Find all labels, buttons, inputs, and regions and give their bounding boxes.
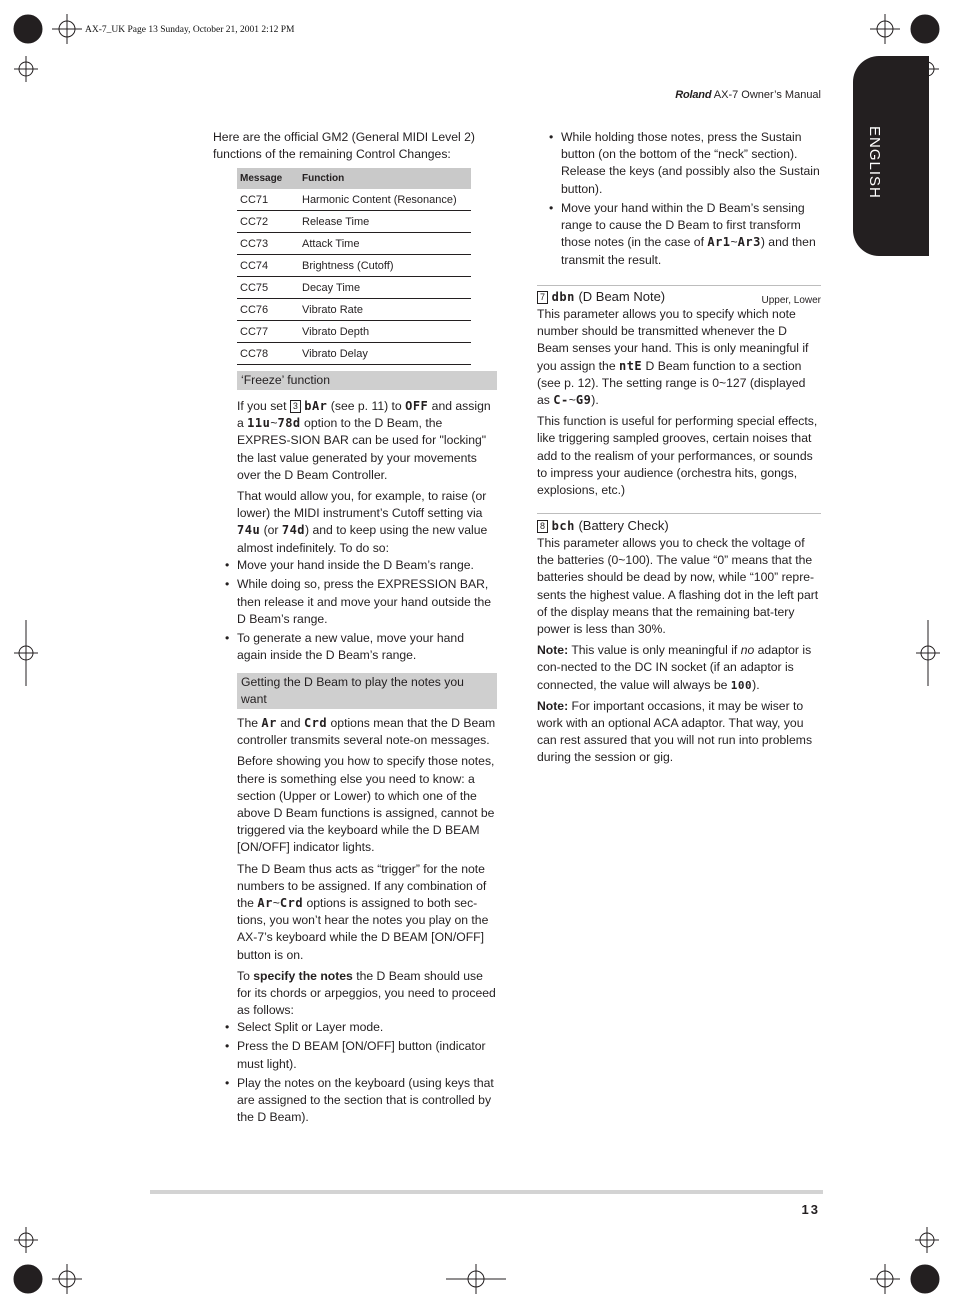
lcd-text: Crd (303, 716, 328, 730)
step-number-box: 7 (537, 291, 548, 304)
text-run: (see p. 11) to (327, 399, 406, 413)
text-run: If you set (237, 399, 290, 413)
bch-section (537, 517, 821, 771)
text-run: ). (752, 677, 760, 692)
table-row (237, 211, 471, 233)
list-item: • Move your hand inside the D Beam’s range. (225, 557, 497, 574)
table-header-cell: Message (237, 168, 299, 189)
table-cell: CC72 (237, 211, 299, 233)
text-run: ) and to keep using the new value almost indefinitely. To do so: (237, 523, 488, 555)
lcd-text: Ar3 (737, 235, 761, 250)
dbeam-paragraph-3 (237, 861, 497, 964)
dbeam-section (237, 673, 497, 1023)
table-cell: Vibrato Rate (299, 299, 471, 321)
text-run: This parameter allows you to specify which note number should be transmitted whenever the D Beam senses your hand. This is only meaningful if you assign the (537, 307, 809, 373)
dbn-paragraph-1 (537, 306, 821, 409)
table-cell: CC76 (237, 299, 299, 321)
table-cell: CC73 (237, 233, 299, 255)
table-cell: Brightness (Cutoff) (299, 255, 471, 277)
language-tab (853, 56, 929, 256)
right-bullet-list (549, 129, 821, 269)
lcd-text: dbn (551, 290, 575, 304)
text-run: To (237, 968, 254, 983)
dbeam-steps (225, 1019, 497, 1129)
table-row (237, 233, 471, 255)
table-header-row (237, 168, 471, 189)
dbn-heading (537, 288, 821, 306)
text-run: Move your hand within the D Beam’s sensing range to cause the D Beam to first transform those notes (in the case of (561, 201, 805, 250)
text-run: The D Beam thus acts as “trigger” for the note numbers to be assigned. If any combination of the (237, 861, 487, 911)
bold-run: specify the notes (253, 968, 353, 983)
table-cell: Decay Time (299, 277, 471, 299)
page-number: 13 (801, 1202, 820, 1217)
language-tab-label: ENGLISH (866, 126, 883, 199)
lcd-text: Crd (279, 896, 304, 911)
freeze-steps (225, 557, 497, 667)
lcd-text: 100 (730, 678, 753, 692)
bch-heading (537, 517, 821, 535)
freeze-section (237, 371, 497, 561)
table-cell: CC74 (237, 255, 299, 277)
dbn-paragraph-2: This function is useful for performing special effects, like triggering sampled grooves, certain noises that add to the realism of your performances, or sounds to impress your audience (orchestra hits, gongs, explosions, etc.) (537, 414, 818, 498)
table-cell: Vibrato Depth (299, 321, 471, 343)
lcd-text: ntE (618, 358, 643, 373)
text-run: and (276, 716, 304, 730)
table-cell: Attack Time (299, 233, 471, 255)
table-cell: CC78 (237, 343, 299, 365)
freeze-paragraph-1 (237, 398, 497, 484)
section-title: (Battery Check) (578, 518, 669, 533)
text-run: ~ (730, 235, 738, 250)
text-run: ~ (272, 896, 280, 911)
lcd-text: 74d (281, 523, 306, 538)
dbeam-bullet-list (225, 1019, 497, 1127)
text-run: ) and then transmit the result. (561, 235, 816, 267)
freeze-paragraph-2 (237, 488, 497, 557)
step-number-box: 3 (290, 400, 301, 413)
cc-table-wrap (237, 168, 471, 365)
list-item (549, 200, 821, 269)
lcd-text: C- (553, 393, 569, 408)
text-run: D Beam function to a section (see p. 12). The setting range is 0~127 (displayed as (537, 358, 806, 408)
manual-title: AX-7 Owner’s Manual (713, 89, 821, 101)
table-cell: CC75 (237, 277, 299, 299)
bch-paragraph-1: This parameter allows you to check the voltage of the batteries (0~100). The value “0” means that the batteries should be dead by now, while “100” repre-sents the highest value. A flashing dot in the left part of the display means that the remaining bat-tery power is less than 30%. (537, 536, 819, 637)
text-run: adaptor is con-nected to the DC IN socket (if an adaptor is connected, the value will always be (537, 643, 812, 692)
intro-block (213, 129, 498, 167)
running-header (600, 89, 821, 101)
dbeam-paragraph-4 (237, 968, 497, 1020)
lcd-text: OFF (405, 399, 429, 413)
step-number-box: 8 (537, 520, 548, 533)
lcd-text: bAr (304, 399, 328, 413)
text-run: the D Beam should use for its chords or arpeggios, you need to proceed as follows: (237, 968, 496, 1018)
lcd-text: Ar1 (707, 235, 731, 250)
dbeam-heading: Getting the D Beam to play the notes you want (237, 673, 497, 709)
list-item: • While holding those notes, press the Sustain button (on the bottom of the “neck” section). Release the keys (and possibly also the Sustain button). (549, 129, 821, 198)
list-item: • To generate a new value, move your hand again inside the D Beam’s range. (225, 630, 497, 664)
dbeam-paragraph-1 (237, 715, 497, 749)
text-run: (or (260, 523, 282, 538)
table-cell: Harmonic Content (Resonance) (299, 189, 471, 211)
table-cell: Vibrato Delay (299, 343, 471, 365)
table-row (237, 277, 471, 299)
text-run: ). (591, 393, 599, 408)
section-scope: Upper, Lower (761, 295, 821, 306)
list-item: • Play the notes on the keyboard (using keys that are assigned to the section that is controlled by the D Beam). (225, 1075, 497, 1127)
note-1 (537, 642, 821, 694)
text-run: options mean that the D Beam controller transmits several note-on messages. (237, 716, 496, 748)
section-divider (537, 285, 821, 286)
text-run: and assign a (237, 399, 491, 431)
intro-text: Here are the official GM2 (General MIDI Level 2) functions of the remaining Control Changes: (213, 130, 475, 162)
dbeam-paragraph-2: Before showing you how to specify those notes, there is something else you need to know: a section (Upper or Lower) to which one of the above D Beam functions is assigned, cannot be triggered via the keyboard while the D BEAM [ON/OFF] indicator lights. (237, 754, 495, 855)
text-run: This value is only meaningful if (568, 643, 741, 658)
table-cell: CC77 (237, 321, 299, 343)
italic-run: no (740, 643, 755, 658)
lcd-text: bch (551, 519, 575, 533)
lcd-text: G9 (575, 393, 592, 408)
lcd-text: Ar (257, 896, 273, 911)
lcd-text: 78d (277, 416, 301, 431)
right-steps (549, 129, 821, 271)
text-run: options is assigned to both sec-tions, you won’t hear the notes you play on the AX-7’s keyboard while the D BEAM [ON/OFF] button is on. (237, 896, 489, 962)
print-info: AX-7_UK Page 13 Sunday, October 21, 2001 2:12 PM (85, 25, 295, 35)
note-label: Note: (537, 698, 569, 713)
table-row (237, 343, 471, 365)
freeze-heading: ‘Freeze’ function (237, 371, 497, 390)
list-item: • Select Split or Layer mode. (225, 1019, 497, 1036)
cc-table (237, 168, 471, 365)
freeze-bullet-list (225, 557, 497, 665)
table-header-cell: Function (299, 168, 471, 189)
lcd-text: Ar (261, 716, 277, 730)
text-run: That would allow you, for example, to raise (or lower) the MIDI instrument’s Cutoff setting via (237, 489, 487, 521)
lcd-text: 11u (247, 416, 271, 431)
footer-rule (150, 1190, 823, 1194)
table-cell: Release Time (299, 211, 471, 233)
section-title: (D Beam Note) (578, 289, 666, 304)
brand-logo: Roland (675, 89, 712, 101)
text-run: The (237, 716, 262, 730)
text-run: ~ (270, 416, 278, 431)
text-run: For important occasions, it may be wiser to work with an optional ACA adaptor. That way, you can rest assured that you will not run into problems during the session or gig. (537, 698, 813, 765)
text-run: ~ (568, 393, 576, 408)
table-cell: CC71 (237, 189, 299, 211)
table-row (237, 299, 471, 321)
note-label: Note: (537, 643, 569, 658)
section-divider (537, 513, 821, 514)
lcd-text: 74u (237, 523, 261, 538)
note-2 (537, 698, 821, 767)
list-item: • Press the D BEAM [ON/OFF] button (indicator must light). (225, 1038, 497, 1072)
dbn-section (537, 288, 821, 503)
table-row (237, 255, 471, 277)
table-row (237, 189, 471, 211)
list-item: • While doing so, press the EXPRESSION BAR, then release it and move your hand outside the D Beam’s range. (225, 576, 497, 628)
table-row (237, 321, 471, 343)
text-run: option to the D Beam, the EXPRES-SION BAR can be used for "locking" the last value generated by your movements over the D Beam Controller. (237, 416, 487, 482)
